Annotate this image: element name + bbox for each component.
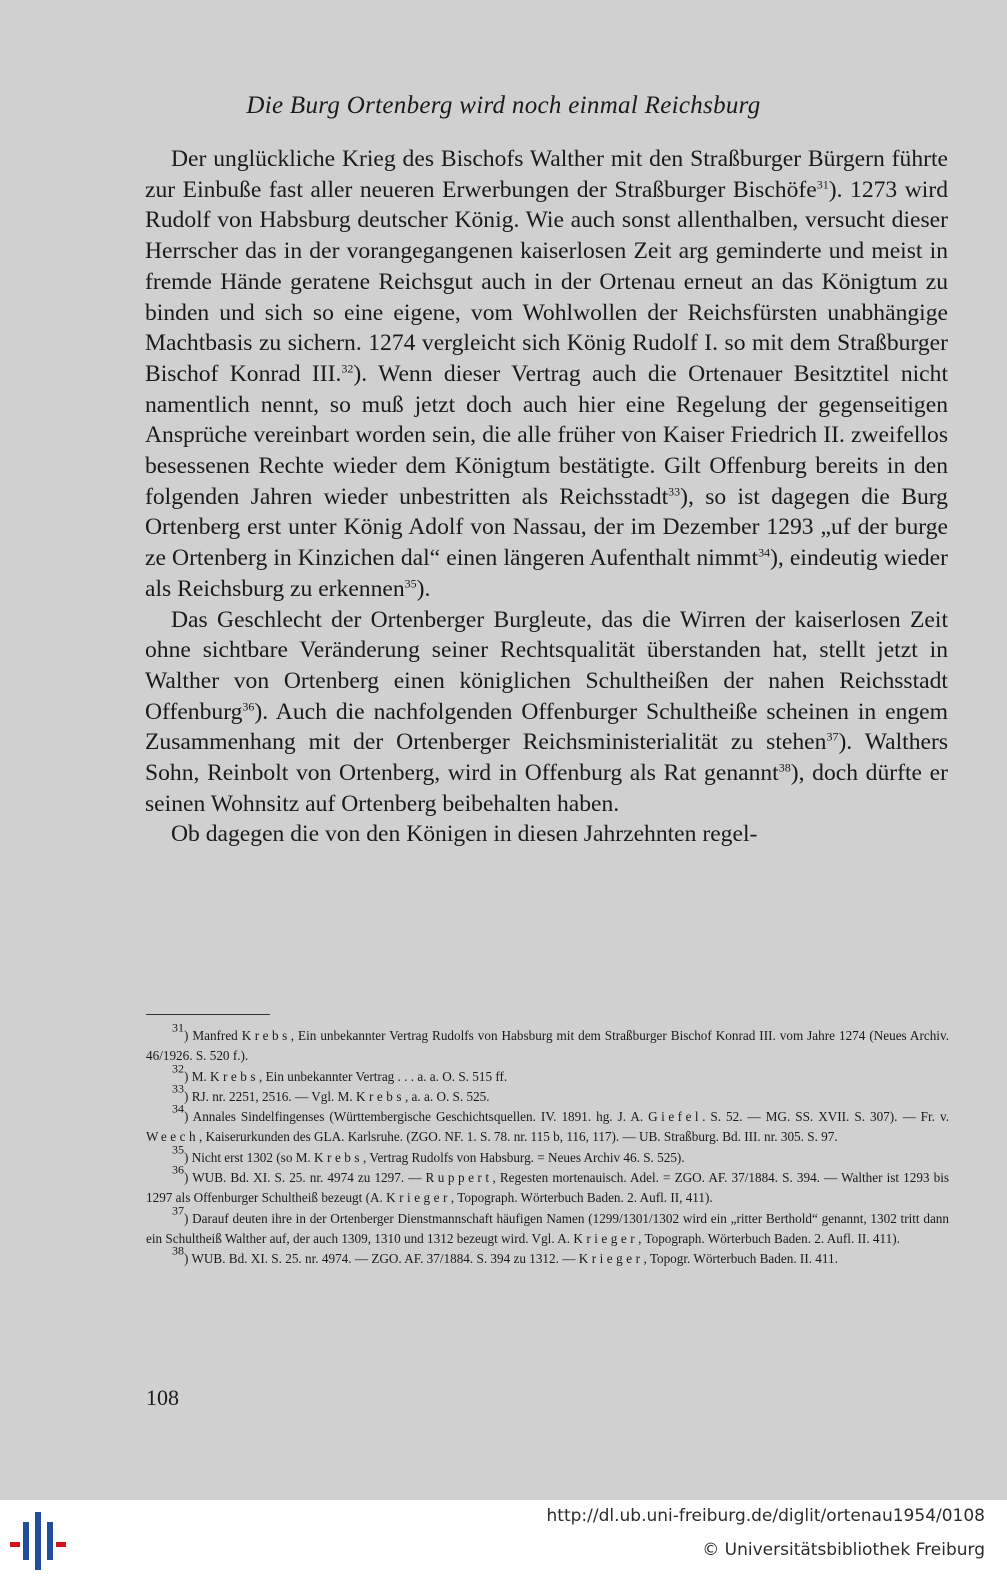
spaced-author-name: Weech	[146, 1129, 200, 1145]
text-run: ), doch dürfte er seinen Wohnsitz auf Ortenberg beibehalten haben.	[145, 760, 948, 817]
logo-dash-right	[56, 1542, 66, 1547]
text-run: , Vertrag Rudolfs von Habsburg. = Neues Archiv 46. S. 525).	[363, 1149, 685, 1165]
footnote-ref: 37	[172, 1203, 184, 1218]
text-run: ) Annales Sindelfingenses (Württembergische Geschichtsquellen. IV. 1891. hg. J. A.	[184, 1109, 649, 1125]
text-run: Ob dagegen die von den Königen in diesen Jahrzehnten regel-	[171, 821, 758, 848]
footnote-ref: 32	[341, 361, 354, 376]
footnote-ref: 34	[172, 1101, 184, 1116]
footnote	[146, 1101, 949, 1148]
paragraph	[145, 144, 948, 605]
running-head: Die Burg Ortenberg wird noch einmal Reichsburg	[246, 92, 761, 119]
footnote	[146, 1061, 949, 1087]
text-run: ) Manfred	[184, 1028, 242, 1043]
text-run: Das Geschlecht der Ortenberger Burgleute, das die Wirren der kaiserlosen Zeit ohne sichtbare Veränderung seiner Rechtsqualität überstanden hat, stellt jetzt in Walther von Ortenberg einen königlichen Schultheißen der nahen Reichsstadt Offenburg	[145, 606, 948, 725]
footnote	[146, 1081, 949, 1107]
text-run: ).	[416, 575, 431, 602]
footnote-ref: 36	[242, 699, 255, 714]
text-run: ) RJ. nr. 2251, 2516. — Vgl. M.	[184, 1088, 356, 1104]
footnote-ref: 35	[404, 576, 417, 591]
spaced-author-name: Krieger	[386, 1190, 451, 1206]
text-run: , Topograph. Wörterbuch Baden. 2. Aufl. II, 411).	[450, 1190, 713, 1206]
text-run: ). Wenn dieser Vertrag auch die Ortenauer Besitztitel nicht namentlich nennt, so muß jetzt doch auch hier eine Regelung der gegenseitigen Ansprüche vereinbart worden sein, die alle früher von Kaiser Friedrich II. zweifellos besessenen Rechte wieder dem Königtum bestätigte. Gilt Offenburg bereits in den folgenden Jahren wieder unbestritten als Reichsstadt	[145, 360, 948, 510]
spaced-author-name: Krieger	[573, 1230, 639, 1246]
footnote-ref: 33	[668, 484, 681, 499]
footnote-ref: 31	[816, 177, 829, 192]
logo-bar-center	[35, 1512, 41, 1570]
text-run: , Topogr. Wörterbuch Baden. II. 411.	[643, 1251, 838, 1267]
spaced-author-name: Ruppert	[425, 1170, 493, 1186]
spaced-author-name: Giefel	[648, 1109, 703, 1125]
body-text	[145, 144, 948, 850]
text-run: Der unglückliche Krieg des Bischofs Walther mit den Straßburger Bürgern führte zur Einbuße fast aller neueren Erwerbungen der Straßburger Bischöfe	[145, 146, 948, 203]
text-run: ) WUB. Bd. XI. S. 25. nr. 4974. — ZGO. AF. 37/1884. S. 394 zu 1312. —	[184, 1251, 579, 1267]
footnote-ref: 35	[172, 1142, 184, 1157]
copyright-notice: © Universitätsbibliothek Freiburg	[702, 1540, 985, 1560]
footnotes	[146, 1020, 950, 1270]
text-run: , Ein unbekannter Vertrag Rudolfs von Habsburg mit dem Straßburger Bischof Konrad III. vom Jahre 1274 (Neues Archiv. 46/1926. S. 520 f.).	[146, 1028, 949, 1064]
footnote-ref: 37	[826, 729, 839, 744]
footnote-ref: 36	[172, 1162, 184, 1177]
footnote	[146, 1142, 949, 1168]
text-run: , Kaiserurkunden des GLA. Karlsruhe. (ZGO. NF. 1. S. 78. nr. 115 b, 116, 117). — UB. Straßburg. Bd. III. nr. 305. S. 97.	[199, 1129, 838, 1145]
page-number: 108	[146, 1385, 179, 1410]
paragraph	[145, 605, 948, 820]
text-run: ) Darauf deuten ihre in der Ortenberger Dienstmannschaft häufigen Namen (1299/1301/1302 wird ein „ritter Berthold“ genannt, 1302 tritt dann ein Schultheiß Walther auf, der auch 1309, 1310 und 1312 bezeugt wird. Vgl. A.	[146, 1210, 949, 1246]
text-run: ). 1273 wird Rudolf von Habsburg deutscher König. Wie auch sonst allenthalben, versucht dieser Herrscher das in der vorangegangenen kaiserlosen Zeit arg geminderte und meist in fremde Hände geratene Reichsgut auch in der Ortenau erneut an das Königtum zu binden und sich so eine eigene, vom Wohlwollen der Reichsfürsten unabhängige Machtbasis zu sichern. 1274 vergleicht sich König Rudolf I. so mit dem Straßburger Bischof Konrad III.	[145, 176, 948, 387]
footnote-ref: 38	[778, 760, 791, 775]
text-run: ), eindeutig wieder als Reichsburg zu erkennen	[145, 545, 949, 602]
footnote-ref: 38	[172, 1243, 184, 1258]
footnote	[146, 1203, 949, 1250]
text-run: ) WUB. Bd. XI. S. 25. nr. 4974 zu 1297. —	[184, 1170, 426, 1186]
text-run: ) Nicht erst 1302 (so M.	[184, 1149, 315, 1165]
text-run: ). Walthers Sohn, Reinbolt von Ortenberg, wird in Offenburg als Rat genannt	[145, 729, 949, 787]
footnote	[146, 1020, 949, 1067]
footnote-ref: 33	[172, 1081, 184, 1096]
permalink-url[interactable]: http://dl.ub.uni-freiburg.de/diglit/ortenau1954/0108	[546, 1506, 985, 1526]
text-run: ). Auch die nachfolgenden Offenburger Schultheiße scheinen in engem Zusammenhang mit der Ortenberger Reichsministerialität zu stehen	[145, 698, 948, 756]
text-run: , Regesten mortenauisch. Adel. = ZGO. AF. 37/1884. S. 394. — Walther ist 1293 bis 1297 als Offenburger Schultheiß bezeugt (A.	[146, 1170, 950, 1206]
paragraph	[145, 819, 948, 850]
footnote-ref: 34	[758, 545, 771, 560]
footnote	[146, 1243, 949, 1269]
spaced-author-name: Krebs	[314, 1149, 364, 1165]
text-run: ) M.	[184, 1068, 211, 1084]
text-run: . S. 52. — MG. SS. XVII. S. 307). — Fr. v.	[702, 1109, 949, 1125]
logo-bar-left	[23, 1522, 29, 1560]
footnote-ref: 31	[172, 1020, 184, 1035]
logo-bar-right	[47, 1522, 53, 1560]
text-run: ), so ist dagegen die Burg Ortenberg erst unter König Adolf von Nassau, der im Dezember 1293 „uf der burge ze Ortenberg in Kinzichen dal“ einen längeren Aufenthalt nimmt	[145, 483, 948, 572]
ub-freiburg-logo-icon	[8, 1508, 68, 1570]
spaced-author-name: Krebs	[241, 1028, 291, 1043]
text-run: , Ein unbekannter Vertrag . . . a. a. O. S. 515 ff.	[259, 1068, 508, 1084]
spaced-author-name: Krieger	[578, 1251, 644, 1267]
footnote-separator	[146, 1014, 270, 1015]
footnote-ref: 32	[172, 1061, 184, 1076]
logo-dash-left	[10, 1542, 20, 1547]
footnote	[146, 1162, 950, 1209]
spaced-author-name: Krebs	[355, 1088, 405, 1104]
text-run: , Topograph. Wörterbuch Baden. 2. Aufl. II. 411).	[638, 1230, 900, 1246]
spaced-author-name: Krebs	[210, 1068, 260, 1084]
text-run: , a. a. O. S. 525.	[404, 1088, 490, 1104]
